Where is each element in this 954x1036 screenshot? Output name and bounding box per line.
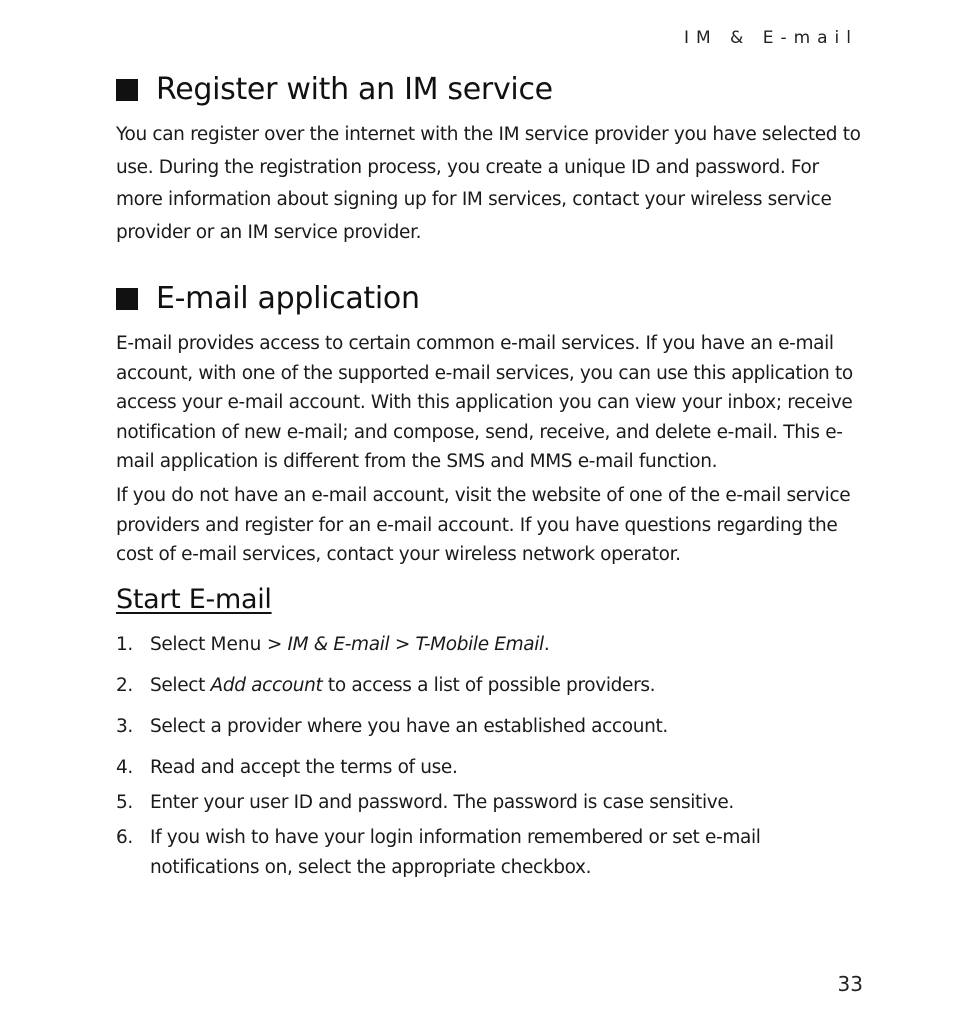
step-suffix: . (543, 634, 550, 655)
step-prefix: Select (150, 675, 211, 696)
step-text: Read and accept the terms of use. (150, 757, 458, 778)
step-number: 1. (116, 634, 133, 655)
menu-keyword: Menu (210, 634, 262, 655)
path-separator: > (389, 634, 416, 655)
subheading-start-email: Start E-mail (116, 584, 272, 615)
square-bullet-icon (116, 79, 138, 101)
step-item (116, 823, 862, 882)
paragraph-register-im: You can register over the internet with the IM service provider you have selected to use. During the registration process, you create a unique ID and password. For more information about signing up for IM services, contact your wireless service provider or an IM service provider. (116, 124, 861, 243)
step-item (116, 753, 862, 783)
section-heading-register-im (116, 72, 553, 107)
step-text (150, 671, 862, 701)
step-prefix: Select (150, 634, 211, 655)
step-text (150, 630, 862, 660)
step-number: 4. (116, 757, 133, 778)
option-add-account: Add account (210, 675, 323, 696)
step-number: 3. (116, 716, 133, 737)
step-text: If you wish to have your login information remembered or set e-mail notifications on, select the appropriate checkbox. (150, 827, 761, 878)
section-heading-text: E-mail application (156, 281, 420, 316)
step-text: Enter your user ID and password. The password is case sensitive. (150, 792, 734, 813)
page-number: 33 (837, 972, 863, 996)
step-item (116, 630, 862, 660)
section-heading-email-application (116, 281, 420, 316)
step-item (116, 788, 862, 818)
menu-path-im-email: IM & E-mail (287, 634, 390, 655)
paragraph-email-account: If you do not have an e-mail account, visit the website of one of the e-mail service providers and register for an e-mail account. If you have questions regarding the cost of e-mail services, contact your wireless network operator. (116, 485, 851, 565)
step-text: Select a provider where you have an established account. (150, 716, 668, 737)
step-number: 2. (116, 675, 133, 696)
step-number: 6. (116, 827, 133, 848)
path-separator: > (261, 634, 288, 655)
running-header: IM & E-mail (683, 28, 858, 48)
step-number: 5. (116, 792, 133, 813)
step-suffix: to access a list of possible providers. (322, 675, 656, 696)
paragraph-email-intro: E-mail provides access to certain common e-mail services. If you have an e-mail account, with one of the supported e-mail services, you can use this application to access your e-mail account. With this application you can view your inbox; receive notification of new e-mail; and compose, send, receive, and delete e-mail. This e-mail application is different from the SMS and MMS e-mail function. (116, 333, 853, 472)
step-item (116, 671, 862, 701)
square-bullet-icon (116, 288, 138, 310)
menu-path-tmobile-email: T-Mobile Email (415, 634, 544, 655)
step-item (116, 712, 862, 742)
section-heading-text: Register with an IM service (156, 72, 553, 107)
